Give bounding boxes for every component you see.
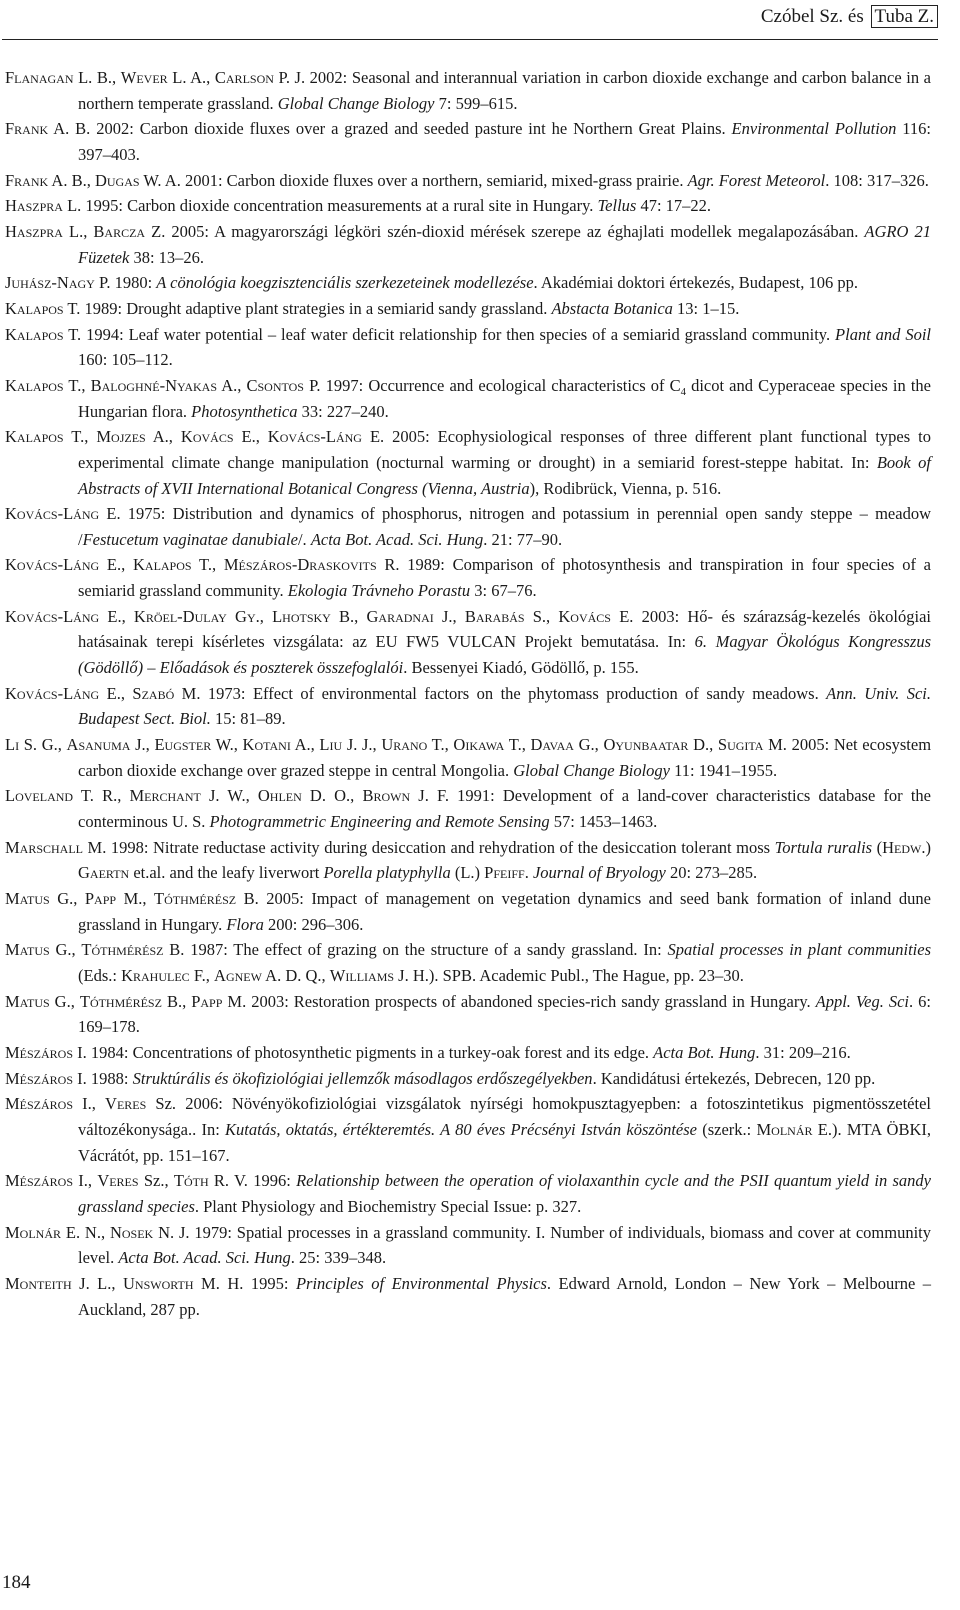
reference-text: L., (62, 221, 94, 241)
reference-text: B., (161, 991, 192, 1011)
reference-text: 38: 13–26. (129, 247, 205, 267)
reference-text: J. W., (200, 786, 258, 806)
reference-text: E., (99, 683, 133, 703)
reference-text: A. D. Q., (261, 965, 330, 985)
reference-text: dicot and Cyperaceae species in the Hungarian flora. (78, 375, 931, 421)
reference-text: J. F. 1991: Development of a land-cover characteristics database for the conterminous U. S. (78, 786, 931, 832)
author-name: Frank (5, 119, 49, 139)
running-header (761, 6, 938, 28)
reference-text: B., (330, 606, 367, 626)
italic-text: Struktúrális és ökofiziológiai jellemzők másodlagos erdőszegélyekben (132, 1068, 593, 1088)
reference-text: 11: 1941–1955. (669, 760, 778, 780)
reference-entry (5, 604, 931, 681)
reference-text: L. 1995: Carbon dioxide concentration measurements at a rural site in Hungary. (62, 196, 598, 216)
reference-text: P. 1980: (94, 273, 157, 293)
reference-text: A. B. 2002: Carbon dioxide fluxes over a grazed and seeded pasture int he Northern Great Plains. (48, 119, 732, 139)
reference-text: J. J., (342, 735, 382, 755)
italic-text: Agr. Forest Meteorol (687, 170, 826, 190)
reference-text: S. G., (19, 735, 67, 755)
author-name: Baloghné-Nyakas (90, 375, 218, 395)
author-name: Kröel-Dulay (133, 606, 227, 626)
reference-text: Sz. 2006: Növényökofiziológiai vizsgálatok nyírségi homokpusztagyepben: a fotoszintetikus pigmentösszetétel változékonysága.. In: (78, 1094, 931, 1139)
italic-text: Festucetum vaginatae danubiale (82, 529, 298, 549)
italic-text: Ekologia Trávneho Porastu (287, 581, 471, 601)
reference-text: L. A., (167, 68, 215, 87)
reference-text: D. O., (301, 786, 363, 806)
reference-text: . Kandidátusi értekezés, Debrecen, 120 pp. (592, 1068, 876, 1088)
reference-text: M. 1998: Nitrate reductase activity during desiccation and rehydration of the desiccation tolerant moss (83, 837, 775, 857)
reference-entry (5, 168, 931, 194)
author-name: Kotani (242, 735, 291, 755)
reference-text: E.). MTA ÖBKI, Vácrátót, pp. 151–167. (78, 1119, 931, 1165)
italic-text: Global Change Biology (513, 760, 670, 780)
reference-text: A., (290, 735, 320, 755)
author-name: Merchant (129, 786, 201, 806)
reference-text: 13: 1–15. (672, 298, 740, 318)
reference-text: E., (99, 555, 133, 575)
author-name: Kalapos (5, 324, 64, 344)
reference-text: W., (211, 735, 243, 755)
author-name: Sugita (717, 735, 764, 755)
italic-text: Journal of Bryology (532, 863, 666, 883)
author-name: Tóthmérész (79, 991, 162, 1011)
author-name: Eugster (154, 735, 212, 755)
author-name: Papp (84, 889, 117, 908)
author-name: Oikawa (453, 735, 505, 755)
reference-text: I., (73, 1171, 98, 1191)
reference-entry (5, 1271, 931, 1322)
author-name: Csontos (246, 375, 304, 395)
reference-text: 200: 296–306. (263, 914, 364, 934)
italic-text: Appl. Veg. Sci (815, 991, 910, 1011)
author-name: Hedw (882, 837, 922, 857)
reference-text: F., (189, 965, 215, 985)
author-name: Barabás (464, 606, 525, 626)
author-name: Kovács-Láng (5, 683, 100, 703)
author-name: Davaa (530, 735, 574, 755)
reference-entry (5, 1091, 931, 1168)
reference-text: . 25: 339–348. (290, 1248, 387, 1268)
reference-entry (5, 116, 931, 167)
author-name: Monteith (5, 1273, 72, 1293)
reference-text: T. 1989: Drought adaptive plant strategies in a semiarid sandy grassland. (63, 298, 552, 318)
author-name: Oyunbaatar (603, 735, 689, 755)
reference-text: J. H.). SPB. Academic Publ., The Hague, pp. 23–30. (394, 965, 744, 985)
reference-entry (5, 1168, 931, 1219)
reference-entry (5, 296, 931, 322)
author-name: Li (5, 735, 20, 755)
reference-entry (5, 681, 931, 732)
author-name: Williams (329, 965, 395, 985)
author-name: Gy (235, 606, 256, 626)
author-name: Kalapos (5, 427, 64, 447)
author-name: Mojzes (96, 427, 146, 447)
author-name: Kovács-Láng (267, 427, 362, 447)
author-name: Dugas (94, 170, 140, 190)
reference-text: T. R., (73, 786, 130, 806)
author-name: Ohlen (257, 786, 302, 806)
reference-text: E., (233, 427, 268, 447)
reference-text: . 21: 77–90. (483, 529, 563, 549)
reference-text: 15: 81–89. (210, 709, 286, 729)
author-name: Papp (191, 991, 223, 1011)
reference-text: (szerk.: (697, 1119, 757, 1139)
reference-entry (5, 552, 931, 603)
reference-text: ( (872, 837, 883, 857)
reference-text: . 31: 209–216. (755, 1042, 851, 1062)
reference-text: G., (573, 735, 604, 755)
author-name: Agnew (214, 965, 262, 985)
reference-text: . 108: 317–326. (825, 170, 929, 190)
author-name: Molnár (5, 1222, 62, 1242)
reference-entry (5, 424, 931, 501)
italic-text: Spatial processes in plant communities (667, 940, 931, 960)
author-name: Haszpra (5, 196, 63, 216)
reference-text: E. 2005: Ecophysiological responses of three different plant functional types to experimental climate change manipulation (nocturnal warming or drought) in a semiarid forest-steppe habitat. In: (78, 427, 931, 472)
italic-text: Flora (226, 914, 264, 934)
author-name: Tóthmérész (81, 940, 164, 960)
reference-text: . Akadémiai doktori értekezés, Budapest, 106 pp. (533, 273, 858, 293)
reference-text: I. 1988: (73, 1068, 133, 1088)
reference-text (227, 607, 235, 626)
reference-list (5, 65, 931, 1322)
author-name: Kovács-Láng (5, 606, 100, 626)
reference-text: B. 2005: Impact of management on vegetation dynamics and seed bank formation of inland dune grassland in Hungary. (78, 889, 931, 934)
author-name: Szabó (132, 683, 175, 703)
reference-text: R. 1989: Comparison of photosynthesis and transpiration in four species of a semiarid grassland community. (78, 555, 931, 601)
reference-text: Sz., (138, 1171, 174, 1191)
reference-text: R. V. 1996: (208, 1171, 297, 1191)
author-name: Brown (362, 786, 411, 806)
reference-text: . (524, 863, 533, 883)
author-name: Carlson (214, 68, 274, 87)
header-authors: Czóbel Sz. és (760, 6, 864, 27)
author-name: Mészáros (5, 1171, 74, 1191)
italic-text: Photogrammetric Engineering and Remote Sensing (209, 812, 550, 832)
reference-text: 116: 397–403. (78, 119, 931, 164)
author-name: Garadnai (366, 606, 434, 626)
subscript: 4 (680, 385, 686, 398)
reference-entry (5, 732, 931, 783)
author-name: Urano (381, 735, 428, 755)
reference-text: J., (433, 606, 465, 626)
reference-text: E. 2003: Hő- és szárazság-kezelés ökológiai hatásainak terepi kísérletes vizsgálata: az EU FW5 VULCAN Projekt bemutatása. In: (78, 606, 931, 652)
reference-entry (5, 1040, 931, 1066)
reference-entry (5, 373, 931, 424)
reference-text: et.al. and the leafy liverwort (129, 863, 324, 883)
author-name: Nosek (109, 1222, 154, 1242)
reference-entry (5, 322, 931, 373)
reference-text: Z. 2005: A magyarországi légköri szén-dioxid mérések szerepe az éghajlati modellek megalapozásában. (145, 221, 865, 241)
author-name: Kovács-Láng (5, 504, 100, 524)
reference-entry (5, 65, 931, 116)
reference-text: B. 1987: The effect of grazing on the structure of a sandy grassland. In: (163, 940, 668, 960)
reference-text: T., (63, 375, 91, 395)
reference-text: 7: 599–615. (434, 93, 518, 113)
reference-text: A. B., (48, 170, 95, 190)
italic-text: Kutatás, oktatás, értékteremtés. A 80 éves Précsényi István köszöntése (225, 1119, 697, 1139)
author-name: Barcza (93, 221, 146, 241)
reference-text: J. L., (71, 1273, 124, 1293)
author-name: Mészáros (5, 1068, 74, 1088)
reference-text: I. 1984: Concentrations of photosynthetic pigments in a turkey-oak forest and its edge. (73, 1042, 654, 1062)
author-name: Asanuma (66, 735, 131, 755)
reference-text: I., (73, 1094, 106, 1114)
reference-text: . Plant Physiology and Biochemistry Special Issue: p. 327. (194, 1196, 582, 1216)
reference-text: P. 1997: Occurrence and ecological characteristics of C (303, 375, 681, 395)
italic-text: Principles of Environmental Physics (295, 1273, 547, 1293)
reference-text: ., (255, 606, 273, 626)
reference-text: T., (191, 555, 224, 575)
reference-text: P. J. 2002: Seasonal and interannual variation in carbon dioxide exchange and carbon balance in a northern temperate grassland. (78, 68, 931, 113)
author-name: Haszpra (5, 221, 63, 241)
reference-entry (5, 886, 931, 937)
author-name: Mészáros-Draskovits (223, 555, 377, 575)
italic-text: Acta Bot. Hung (653, 1042, 756, 1062)
reference-entry (5, 270, 931, 296)
reference-text: . Edward Arnold, London – New York – Melbourne – Auckland, 287 pp. (78, 1273, 932, 1319)
reference-text: A., (217, 375, 247, 395)
reference-text: M. H. 1995: (193, 1273, 296, 1293)
reference-text: E. N., (61, 1222, 110, 1242)
author-name: Kalapos (5, 375, 64, 395)
reference-text: ), Rodibrück, Vienna, p. 516. (529, 478, 722, 498)
italic-text: Tortula ruralis (774, 837, 873, 857)
author-name: Matus (5, 991, 50, 1011)
author-name: Krahulec (121, 965, 190, 985)
italic-text: Global Change Biology (277, 93, 435, 113)
author-name: Veres (105, 1094, 147, 1114)
reference-entry (5, 193, 931, 219)
reference-text: E., (99, 606, 134, 626)
reference-text: 57: 1453–1463. (549, 812, 658, 832)
reference-text: D., (688, 735, 718, 755)
reference-text: (Eds.: (78, 965, 122, 985)
reference-text: 160: 105–112. (78, 350, 173, 370)
italic-text: Ann. Univ. Sci. Budapest Sect. Biol. (78, 683, 931, 729)
author-name: Marschall (5, 837, 84, 857)
reference-text: S., (524, 606, 559, 626)
italic-text: Porella platyphylla (323, 863, 451, 883)
author-name: Kovács (558, 606, 611, 626)
reference-entry (5, 937, 931, 988)
reference-text: M. 2005: Net ecosystem carbon dioxide exchange over grazed steppe in central Mongolia. (78, 735, 932, 780)
reference-text: M., (116, 889, 154, 908)
reference-text: (L.) (450, 863, 485, 883)
reference-text: . Bessenyei Kiadó, Gödöllő, p. 155. (403, 658, 639, 678)
author-name: Pfeiff (484, 863, 525, 883)
header-boxed-author: Tuba Z. (871, 5, 938, 28)
italic-text: Relationship between the operation of violaxanthin cycle and the PSII quantum yield in sandy grassland species (78, 1171, 932, 1216)
reference-entry (5, 835, 931, 886)
author-name: Kovács (180, 427, 234, 447)
author-name: Mészáros (5, 1094, 74, 1114)
reference-text: 47: 17–22. (636, 196, 712, 216)
reference-text: A., (145, 427, 181, 447)
author-name: Kovács-Láng (5, 555, 100, 575)
reference-text: . 6: 169–178. (78, 991, 931, 1037)
author-name: Frank (5, 170, 49, 190)
reference-text: /. (297, 529, 311, 549)
reference-text: M. 1973: Effect of environmental factors on the phytomass production of sandy meadows. (174, 683, 827, 703)
reference-text: .) (921, 837, 931, 857)
reference-text: G., (49, 940, 82, 960)
reference-entry (5, 1220, 931, 1271)
author-name: Unsworth (123, 1273, 194, 1293)
author-name: Kalapos (132, 555, 192, 575)
author-name: Flanagan (5, 68, 74, 87)
italic-text: Acta Bot. Acad. Sci. Hung (310, 529, 484, 549)
author-name: Veres (97, 1171, 139, 1191)
reference-entry (5, 783, 931, 834)
author-name: Wever (120, 68, 168, 87)
italic-text: Plant and Soil (835, 324, 932, 344)
reference-text: W. A. 2001: Carbon dioxide fluxes over a northern, semiarid, mixed-grass prairie. (139, 170, 688, 190)
reference-text: T. 1994: Leaf water potential – leaf water deficit relationship for then species of a semiarid grassland community. (63, 324, 836, 344)
author-name: Tóthmérész (154, 889, 237, 908)
header-rule (2, 39, 938, 40)
reference-text: T., (427, 735, 454, 755)
reference-text: G., (49, 889, 85, 908)
reference-text: G., (49, 991, 80, 1011)
reference-text: M. 2003: Restoration prospects of abandoned species-rich sandy grassland in Hungary. (222, 991, 816, 1011)
italic-text: 6. Magyar Ökológus Kongresszus (Gödöllő) – Előadások és poszterek összefoglalói (78, 632, 931, 678)
author-name: Matus (5, 889, 50, 908)
author-name: Tóth (173, 1171, 209, 1191)
italic-text: Acta Bot. Acad. Sci. Hung (118, 1248, 291, 1268)
reference-text: 20: 273–285. (665, 863, 758, 883)
page-number: 184 (2, 1572, 31, 1593)
italic-text: Book of Abstracts of XVII International Botanical Congress (Vienna, Austria (78, 452, 931, 498)
reference-entry (5, 989, 931, 1040)
italic-text: Environmental Pollution (731, 119, 897, 139)
author-name: Gaertn (78, 863, 130, 883)
author-name: Liu (319, 735, 343, 755)
author-name: Kalapos (5, 298, 64, 318)
author-name: Molnár (756, 1119, 813, 1139)
italic-text: Tellus (597, 196, 637, 216)
author-name: Juhász-Nagy (5, 273, 95, 293)
reference-entry (5, 501, 931, 552)
reference-text: T., (63, 427, 97, 447)
author-name: Matus (5, 940, 50, 960)
reference-text: N. J. 1979: Spatial processes in a grassland community. I. Number of individuals, biomass and cover at community level. (78, 1222, 932, 1268)
reference-text: T., (504, 735, 531, 755)
author-name: Loveland (5, 786, 74, 806)
reference-entry (5, 1066, 931, 1092)
italic-text: Abstacta Botanica (551, 298, 673, 318)
reference-text: L. B., (73, 68, 121, 87)
reference-text: 33: 227–240. (297, 401, 389, 421)
reference-text: E. 1975: Distribution and dynamics of phosphorus, nitrogen and potassium in perennial open sandy steppe – meadow / (78, 504, 931, 549)
author-name: Mészáros (5, 1042, 74, 1062)
reference-text: 3: 67–76. (470, 581, 537, 601)
italic-text: A cönológia koegzisztenciális szerkezeteinek modellezése (156, 273, 534, 293)
reference-entry (5, 219, 931, 270)
italic-text: Photosynthetica (191, 401, 298, 421)
author-name: Lhotsky (272, 606, 331, 626)
italic-text: AGRO 21 Füzetek (78, 221, 931, 267)
reference-text: J., (130, 735, 155, 755)
